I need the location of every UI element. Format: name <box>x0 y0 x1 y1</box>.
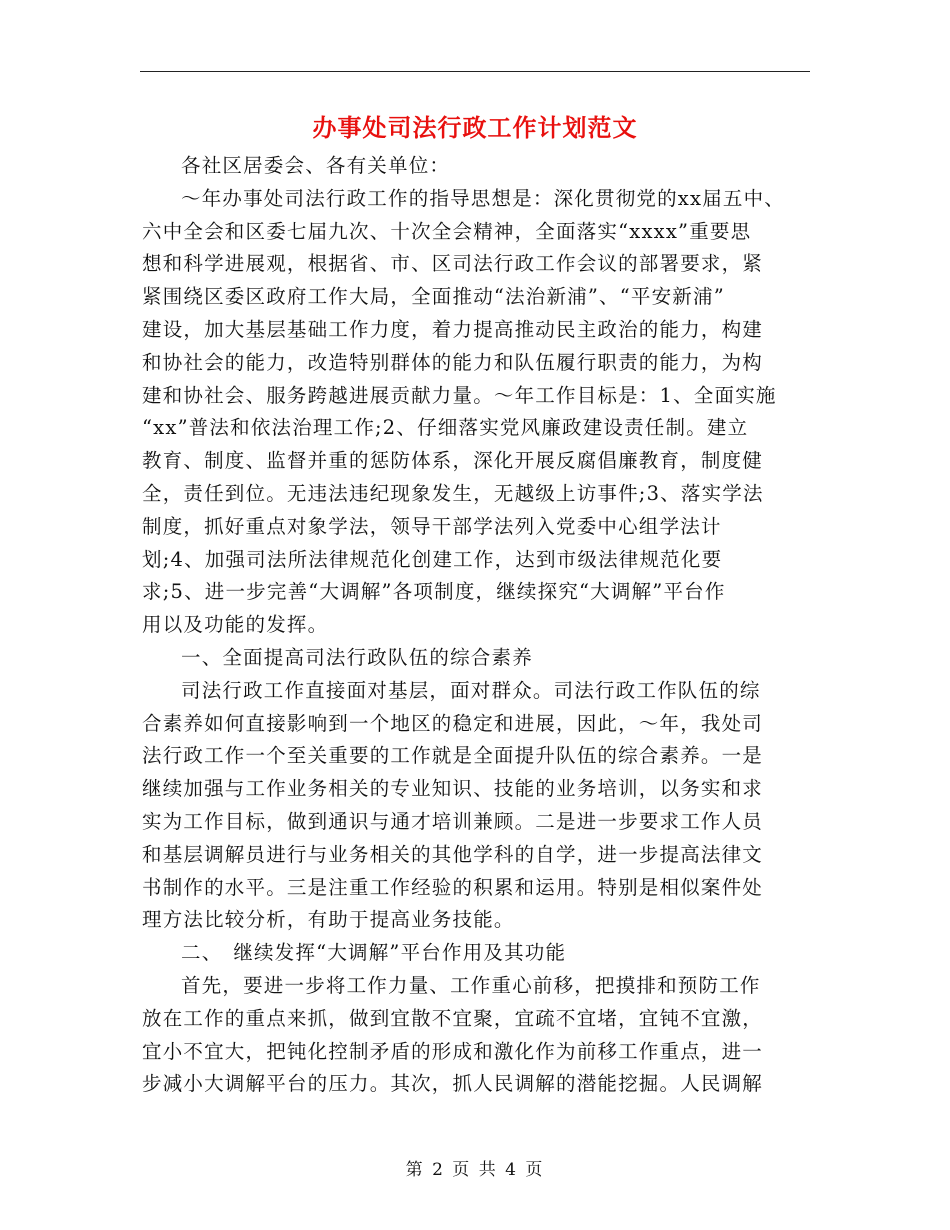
document-title: 办事处司法行政工作计划范文 <box>312 113 638 142</box>
body-line: 继续加强与工作业务相关的专业知识、技能的业务培训，以务实和求 <box>142 777 764 801</box>
body-line: 紧围绕区委区政府工作大局，全面推动“法治新浦”、“平安新浦” <box>142 285 725 309</box>
document-body <box>142 150 810 1101</box>
body-line: 和协社会的能力，改造特别群体的能力和队伍履行职责的能力，为构 <box>142 350 764 374</box>
body-line: 教育、制度、监督并重的惩防体系，深化开展反腐倡廉教育，制度健 <box>142 449 764 473</box>
body-line: 求;5、进一步完善“大调解”各项制度，继续探究“大调解”平台作 <box>142 580 726 604</box>
body-line: 宜小不宜大，把钝化控制矛盾的形成和激化作为前移工作重点，进一 <box>142 1039 764 1063</box>
body-line: 和基层调解员进行与业务相关的其他学科的自学，进一步提高法律文 <box>142 842 764 866</box>
body-line: 用以及功能的发挥。 <box>142 613 329 637</box>
body-line: 各社区居委会、各有关单位： <box>181 154 451 177</box>
body-line: 建设，加大基层基础工作力度，着力提高推动民主政治的能力，构建 <box>142 317 764 341</box>
body-line: 制度，抓好重点对象学法，领导干部学法列入党委中心组学法计 <box>142 514 722 538</box>
body-line: 实为工作目标，做到通识与通才培训兼顾。二是进一步要求工作人员 <box>142 809 764 833</box>
body-line: 合素养如何直接影响到一个地区的稳定和进展，因此，～年，我处司 <box>142 711 764 735</box>
body-line: “xx”普法和依法治理工作;2、仔细落实党风廉政建设责任制。建立 <box>142 416 749 440</box>
body-line: 放在工作的重点来抓，做到宜散不宜聚，宜疏不宜堵，宜钝不宜激， <box>142 1006 764 1030</box>
page-footer: 第 2 页 共 4 页 <box>405 1160 545 1180</box>
body-line: 二、 继续发挥“大调解”平台作用及其功能 <box>181 941 567 965</box>
body-line: 司法行政工作直接面对基层，面对群众。司法行政工作队伍的综 <box>181 678 761 702</box>
body-line: 建和协社会、服务跨越进展贡献力量。～年工作目标是：1、全面实施 <box>142 383 777 407</box>
body-line: 理方法比较分析，有助于提高业务技能。 <box>142 908 515 932</box>
body-line: 全，责任到位。无违法违纪现象发生，无越级上访事件;3、落实学法 <box>142 481 764 505</box>
header-rule <box>140 71 810 72</box>
body-line: 划;4、加强司法所法律规范化创建工作，达到市级法律规范化要 <box>142 547 723 571</box>
body-line: 想和科学进展观，根据省、市、区司法行政工作会议的部署要求，紧 <box>142 252 764 276</box>
body-line: 首先，要进一步将工作力量、工作重心前移，把摸排和预防工作 <box>181 973 761 997</box>
body-line: 六中全会和区委七届九次、十次全会精神，全面落实“xxxx”重要思 <box>142 219 752 243</box>
body-line: 书制作的水平。三是注重工作经验的积累和运用。特别是相似案件处 <box>142 875 764 899</box>
body-line: 步减小大调解平台的压力。其次，抓人民调解的潜能挖掘。人民调解 <box>142 1072 764 1096</box>
body-line: 法行政工作一个至关重要的工作就是全面提升队伍的综合素养。一是 <box>142 744 764 768</box>
body-line: ～年办事处司法行政工作的指导思想是：深化贯彻党的xx届五中、 <box>181 186 785 210</box>
body-line: 一、全面提高司法行政队伍的综合素养 <box>181 645 533 669</box>
